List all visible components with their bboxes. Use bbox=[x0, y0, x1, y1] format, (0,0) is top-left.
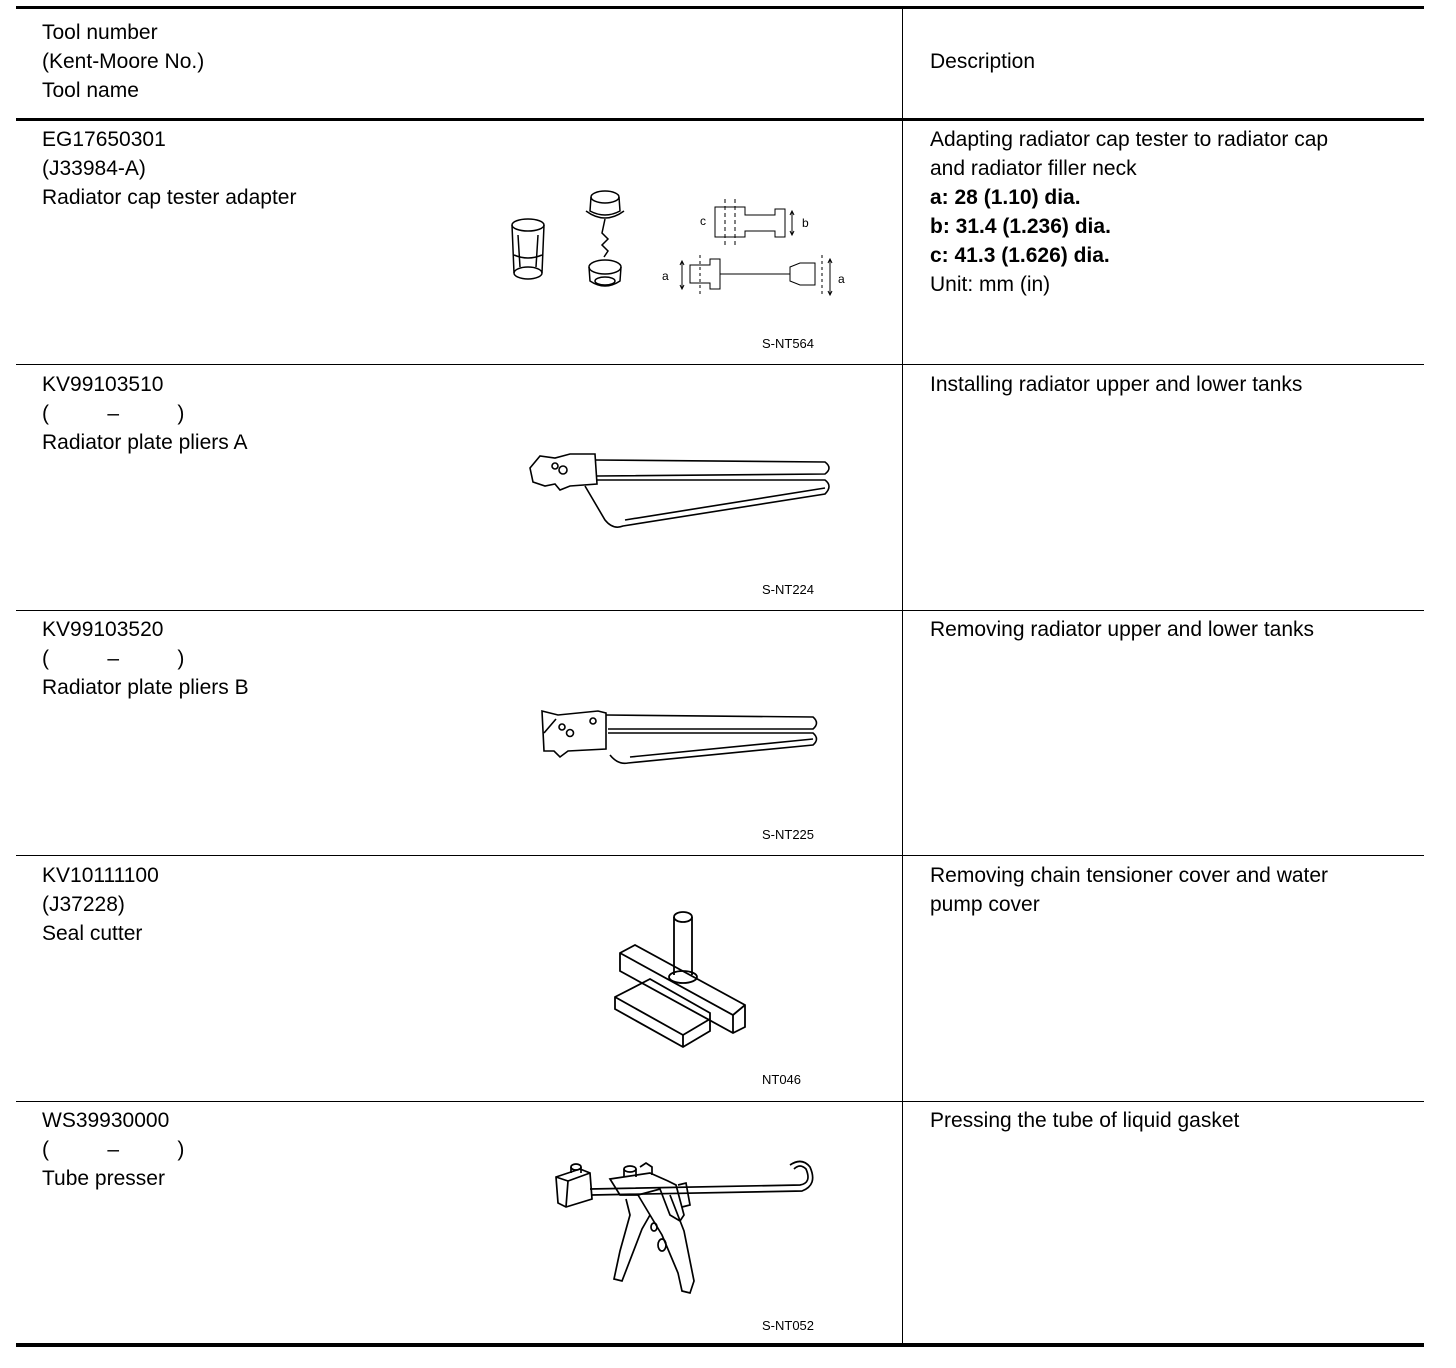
header-tool-number: Tool number bbox=[42, 21, 158, 44]
description-line: Installing radiator upper and lower tanks bbox=[930, 373, 1303, 396]
row-divider bbox=[16, 610, 1424, 611]
dimension-label-a: a bbox=[838, 272, 845, 286]
tool-name: Radiator cap tester adapter bbox=[42, 186, 297, 209]
dimension-label-b: b bbox=[802, 216, 809, 230]
header-bottom-rule bbox=[16, 118, 1424, 121]
description-line: Removing radiator upper and lower tanks bbox=[930, 618, 1315, 641]
kent-moore-number: ( – ) bbox=[42, 1138, 185, 1161]
dimension-label-c: c bbox=[700, 214, 706, 228]
tool-number: KV99103510 bbox=[42, 373, 164, 396]
table-top-rule bbox=[16, 6, 1424, 9]
tool-name: Tube presser bbox=[42, 1167, 165, 1190]
tube-presser-illustration bbox=[550, 1155, 815, 1300]
header-kent-moore: (Kent-Moore No.) bbox=[42, 50, 205, 73]
kent-moore-number: ( – ) bbox=[42, 402, 185, 425]
row-divider bbox=[16, 1101, 1424, 1102]
header-tool-name: Tool name bbox=[42, 79, 139, 102]
header-description: Description bbox=[930, 50, 1036, 73]
radiator-plate-pliers-b-illustration bbox=[538, 705, 828, 770]
description-unit: Unit: mm (in) bbox=[930, 273, 1051, 296]
figure-code: S-NT225 bbox=[762, 827, 815, 842]
figure-code: S-NT564 bbox=[762, 336, 815, 351]
tool-name: Seal cutter bbox=[42, 922, 143, 945]
radiator-plate-pliers-a-illustration bbox=[525, 450, 835, 535]
figure-code: S-NT224 bbox=[762, 582, 815, 597]
description-dimension-c: c: 41.3 (1.626) dia. bbox=[930, 244, 1110, 267]
tool-name: Radiator plate pliers A bbox=[42, 431, 248, 454]
figure-code: NT046 bbox=[762, 1072, 802, 1087]
row-divider bbox=[16, 364, 1424, 365]
kent-moore-number: ( – ) bbox=[42, 647, 185, 670]
seal-cutter-illustration bbox=[605, 905, 755, 1060]
description-line: and radiator filler neck bbox=[930, 157, 1137, 180]
table-bottom-rule bbox=[16, 1343, 1424, 1347]
figure-code: S-NT052 bbox=[762, 1318, 815, 1333]
description-line: pump cover bbox=[930, 893, 1040, 916]
description-line: Removing chain tensioner cover and water bbox=[930, 864, 1329, 887]
kent-moore-number: (J33984-A) bbox=[42, 157, 146, 180]
tool-number: EG17650301 bbox=[42, 128, 166, 151]
column-divider bbox=[902, 6, 903, 1346]
description-dimension-a: a: 28 (1.10) dia. bbox=[930, 186, 1081, 209]
dimension-label-a: a bbox=[662, 269, 669, 283]
description-line: Adapting radiator cap tester to radiator cap bbox=[930, 128, 1329, 151]
tool-number: WS39930000 bbox=[42, 1109, 170, 1132]
kent-moore-number: (J37228) bbox=[42, 893, 125, 916]
tool-name: Radiator plate pliers B bbox=[42, 676, 249, 699]
description-line: Pressing the tube of liquid gasket bbox=[930, 1109, 1240, 1132]
description-dimension-b: b: 31.4 (1.236) dia. bbox=[930, 215, 1111, 238]
tool-number: KV99103520 bbox=[42, 618, 164, 641]
row-divider bbox=[16, 855, 1424, 856]
tool-number: KV10111100 bbox=[42, 864, 159, 887]
radiator-cap-tester-adapter-illustration bbox=[500, 185, 860, 310]
